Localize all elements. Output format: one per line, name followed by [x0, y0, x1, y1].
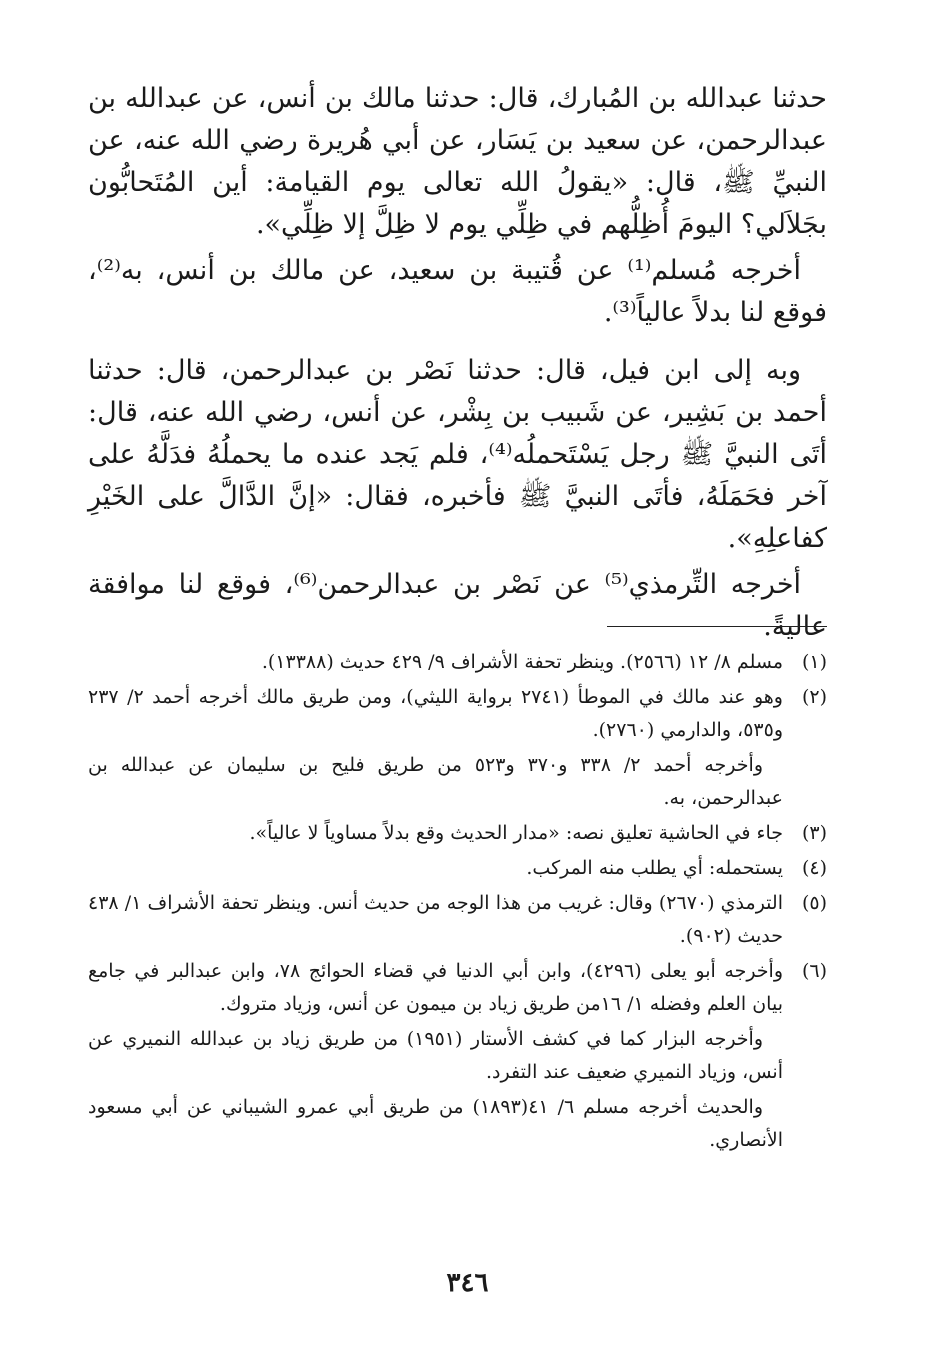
main-text [88, 78, 827, 648]
footnote-number: (١) [801, 651, 827, 673]
footnote-1 [88, 646, 827, 679]
footnote-6 [88, 955, 827, 1021]
footnote-text: وأخرجه أبو يعلى (٤٢٩٦)، وابن أبي الدنيا في قضاء الحوائج ٧٨، وابن عبدالبر في جامع بيان العلم وفضله ١/ ١٦من طريق زياد بن ميمون عن أنس، وزياد متروك. [88, 960, 784, 1015]
footnote-number: (٢) [801, 686, 827, 708]
footnote-4 [88, 852, 827, 885]
footnote-text: جاء في الحاشية تعليق نصه: «مدار الحديث وقع بدلاً مساوياً لا عالياً». [249, 822, 783, 844]
footnote-5 [88, 887, 827, 953]
takhrij-paragraph-1: أخرجه مُسلم⁽¹⁾ عن قُتيبة بن سعيد، عن مالك بن أنس، به⁽²⁾، فوقع لنا بدلاً عالياً⁽³⁾. [88, 255, 827, 328]
footnote-2 [88, 681, 827, 747]
footnotes [88, 646, 827, 1159]
footnote-number: (٥) [801, 892, 827, 914]
footnote-6-continuation-2: والحديث أخرجه مسلم ٦/ ٤١(١٨٩٣) من طريق أبي عمرو الشيباني عن أبي مسعود الأنصاري. [88, 1096, 783, 1151]
takhrij-paragraph-2: أخرجه التِّرمذي⁽⁵⁾ عن نَصْر بن عبدالرحمن⁽⁶⁾، فوقع لنا موافقة عاليةً. [88, 569, 827, 642]
footnote-number: (٣) [801, 822, 827, 844]
hadith-paragraph-1: حدثنا عبدالله بن المُبارك، قال: حدثنا مالك بن أنس، عن عبدالله بن عبدالرحمن، عن سعيد بن يَسَار، عن أبي هُريرة رضي الله عنه، عن النبيِّ ﷺ، قال: «يقولُ الله تعالى يوم القيامة: أين المُتَحابُّون بجَلاَلي؟ اليومَ أُظِلُّهم في ظِلِّي يوم لا ظِلَّ إلا ظِلِّي». [88, 83, 827, 240]
footnote-text: الترمذي (٢٦٧٠) وقال: غريب من هذا الوجه من حديث أنس. وينظر تحفة الأشراف ١/ ٤٣٨ حديث (٩٠٢). [88, 892, 783, 947]
footnote-text: يستحمله: أي يطلب منه المركب. [526, 857, 783, 879]
page-number: ٣٤٦ [446, 1268, 489, 1298]
footnote-2-continuation: وأخرجه أحمد ٢/ ٣٣٨ و٣٧٠ و٥٢٣ من طريق فليح بن سليمان عن عبدالله بن عبدالرحمن، به. [88, 754, 783, 809]
footnote-number: (٦) [801, 960, 827, 982]
hadith-paragraph-2: وبه إلى ابن فيل، قال: حدثنا نَصْر بن عبدالرحمن، قال: حدثنا أحمد بن بَشِير، عن شَبيب بن بِشْر، عن أنس، رضي الله عنه، قال: أتَى النبيَّ ﷺ رجل يَسْتَحملُه⁽⁴⁾، فلم يَجد عنده ما يحملُهُ فدَلَّهُ على آخر فحَمَلَهُ، فأتَى النبيَّ ﷺ فأخبره، فقال: «إنَّ الدَّالَّ على الخَيْرِ كفاعلِهِ». [88, 355, 827, 554]
footnote-text: وهو عند مالك في الموطأ (٢٧٤١ برواية الليثي)، ومن طريق مالك أخرجه أحمد ٢/ ٢٣٧ و٥٣٥، والدارمي (٢٧٦٠). [88, 686, 783, 741]
footnote-6-continuation-1: وأخرجه البزار كما في كشف الأستار (١٩٥١) من طريق زياد بن عبدالله النميري عن أنس، وزياد النميري ضعيف عند التفرد. [88, 1028, 783, 1083]
footnote-number: (٤) [801, 857, 827, 879]
footnote-3 [88, 817, 827, 850]
footnote-text: مسلم ٨/ ١٢ (٢٥٦٦). وينظر تحفة الأشراف ٩/ ٤٢٩ حديث (١٣٣٨٨). [261, 651, 783, 673]
footnote-divider [607, 626, 827, 627]
